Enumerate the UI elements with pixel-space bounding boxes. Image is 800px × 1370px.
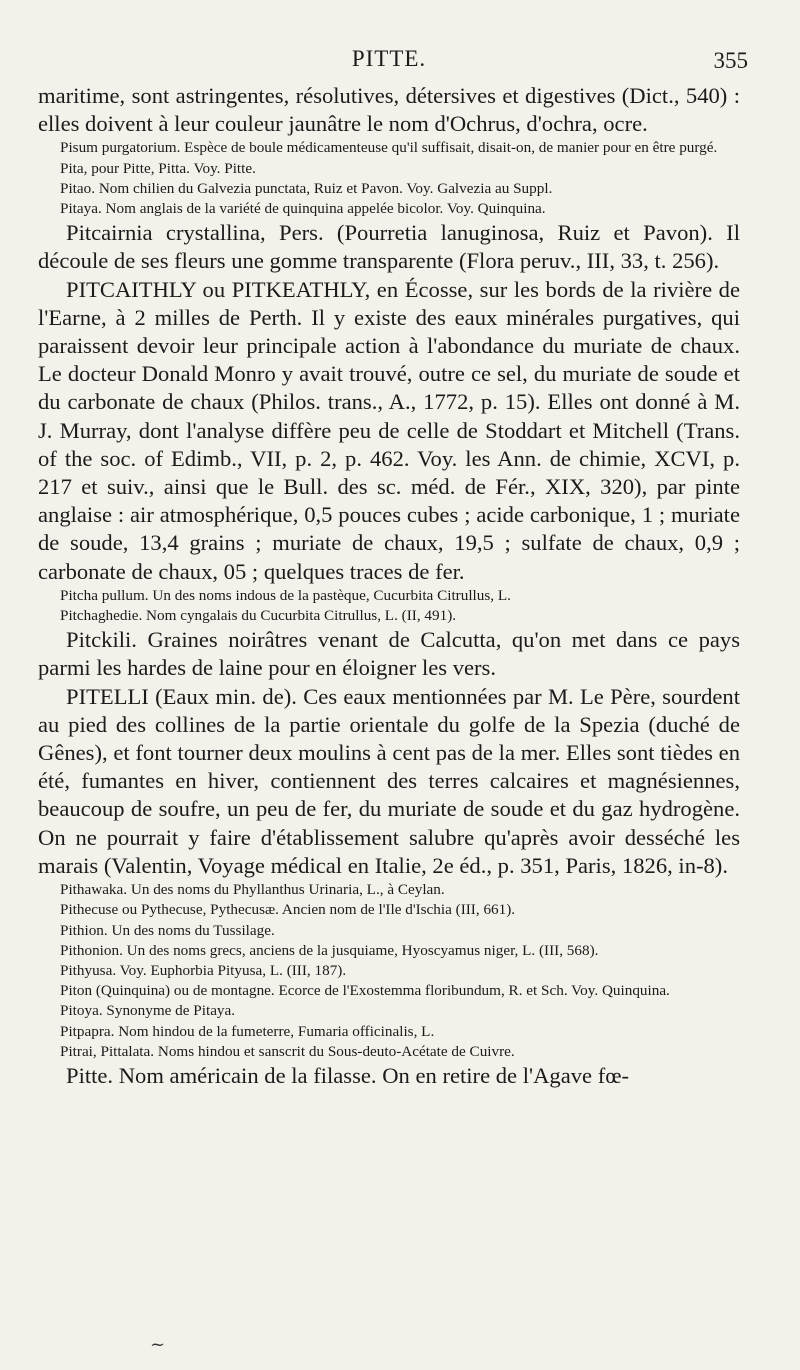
entry-small: Pithawaka. Un des noms du Phyllanthus Urinaria, L., à Ceylan. bbox=[60, 881, 445, 899]
entry-large: Pitckili. Graines noirâtres venant de Calcutta, qu'on met dans ce pays parmi les hardes de laine pour en éloigner les vers. bbox=[38, 627, 740, 681]
entry-small: Pitoya. Synonyme de Pitaya. bbox=[60, 1002, 236, 1020]
entry-large: Pitte. Nom américain de la filasse. On en retire de l'Agave fœ- bbox=[66, 1062, 630, 1088]
entry-small: Pitcha pullum. Un des noms indous de la pastèque, Cucurbita Citrullus, L. bbox=[60, 586, 511, 604]
entry-small: Pitrai, Pittalata. Noms hindou et sanscrit du Sous-deuto-Acétate de Cuivre. bbox=[60, 1042, 515, 1060]
entry-small: Pithion. Un des noms du Tussilage. bbox=[60, 921, 275, 939]
running-head: PITTE. bbox=[351, 46, 427, 71]
page-number: 355 bbox=[713, 48, 748, 73]
entry-small: Piton (Quinquina) ou de montagne. Ecorce de l'Exostemma floribundum, R. et Sch. Voy. Quinquina. bbox=[60, 982, 670, 1000]
entry-small: Pitaya. Nom anglais de la variété de quinquina appelée bicolor. Voy. Quinquina. bbox=[60, 200, 546, 218]
entry-small: Pisum purgatorium. Espèce de boule médicamenteuse qu'il suffisait, disait-on, de manier pour en être purgé. bbox=[60, 139, 718, 157]
entry-large: Pitcairnia crystallina, Pers. (Pourretia lanuginosa, Ruiz et Pavon). Il découle de ses fleurs une gomme transparente (Flora peruv., III, 33, t. 256). bbox=[38, 220, 740, 274]
entry-small: Pitao. Nom chilien du Galvezia punctata, Ruiz et Pavon. Voy. Galvezia au Suppl. bbox=[60, 179, 553, 197]
footer-mark: ~ bbox=[150, 1334, 166, 1355]
entry-small: Pithecuse ou Pythecuse, Pythecusæ. Ancien nom de l'Ile d'Ischia (III, 661). bbox=[60, 901, 516, 919]
body-text bbox=[38, 82, 740, 1090]
entry-small: Pithyusa. Voy. Euphorbia Pityusa, L. (III, 187). bbox=[60, 961, 347, 979]
entry-small: Pitpapra. Nom hindou de la fumeterre, Fumaria officinalis, L. bbox=[60, 1022, 435, 1040]
entry-large: PITCAITHLY ou PITKEATHLY, en Écosse, sur les bords de la rivière de l'Earne, à 2 milles de Perth. Il y existe des eaux minérales purgatives, qui paraissent devoir leur principale action à l'abondance du muriate de chaux. Le docteur Donald Monro y avait trouvé, outre ce sel, du muriate de soude et du carbonate de chaux (Philos. trans., A., 1772, p. 15). Elles ont donné à M. J. Murray, dont l'analyse diffère peu de celle de Stoddart et Mitchell (Trans. of the soc. of Edimb., VII, p. 2, p. 462. Voy. les Ann. de chimie, XCVI, p. 217 et suiv., ainsi que le Bull. des sc. méd. de Fér., XIX, 320), par pinte anglaise : air atmosphérique, 0,5 pouces cubes ; acide carbonique, 1 ; muriate de soude, 13,4 grains ; muriate de chaux, 19,5 ; sulfate de chaux, 0,9 ; carbonate de chaux, 05 ; quelques traces de fer. bbox=[38, 276, 740, 584]
entry-small: Pita, pour Pitte, Pitta. Voy. Pitte. bbox=[60, 159, 256, 177]
entry-small: Pitchaghedie. Nom cyngalais du Cucurbita Citrullus, L. (II, 491). bbox=[60, 607, 457, 625]
entry-large: PITELLI (Eaux min. de). Ces eaux mentionnées par M. Le Père, sourdent au pied des collines de la partie orientale du golfe de la Spezia (duché de Gênes), et font tourner deux moulins à cent pas de la mer. Elles sont tièdes en été, fumantes en hiver, contiennent des terres calcaires et magnésiennes, beaucoup de soufre, un peu de fer, du muriate de soude et du gaz hydrogène. On ne pourrait y faire d'établissement salubre qu'après avoir desséché les marais (Valentin, Voyage médical en Italie, 2e éd., p. 351, Paris, 1826, in-8). bbox=[38, 683, 740, 878]
entry-small: Pithonion. Un des noms grecs, anciens de la jusquiame, Hyoscyamus niger, L. (III, 568). bbox=[60, 941, 599, 959]
page-header bbox=[38, 46, 748, 82]
paragraph: maritime, sont astringentes, résolutives, détersives et digestives (Dict., 540) : elles doivent à leur couleur jaunâtre le nom d'Ochrus, d'ochra, ocre. bbox=[38, 83, 740, 137]
